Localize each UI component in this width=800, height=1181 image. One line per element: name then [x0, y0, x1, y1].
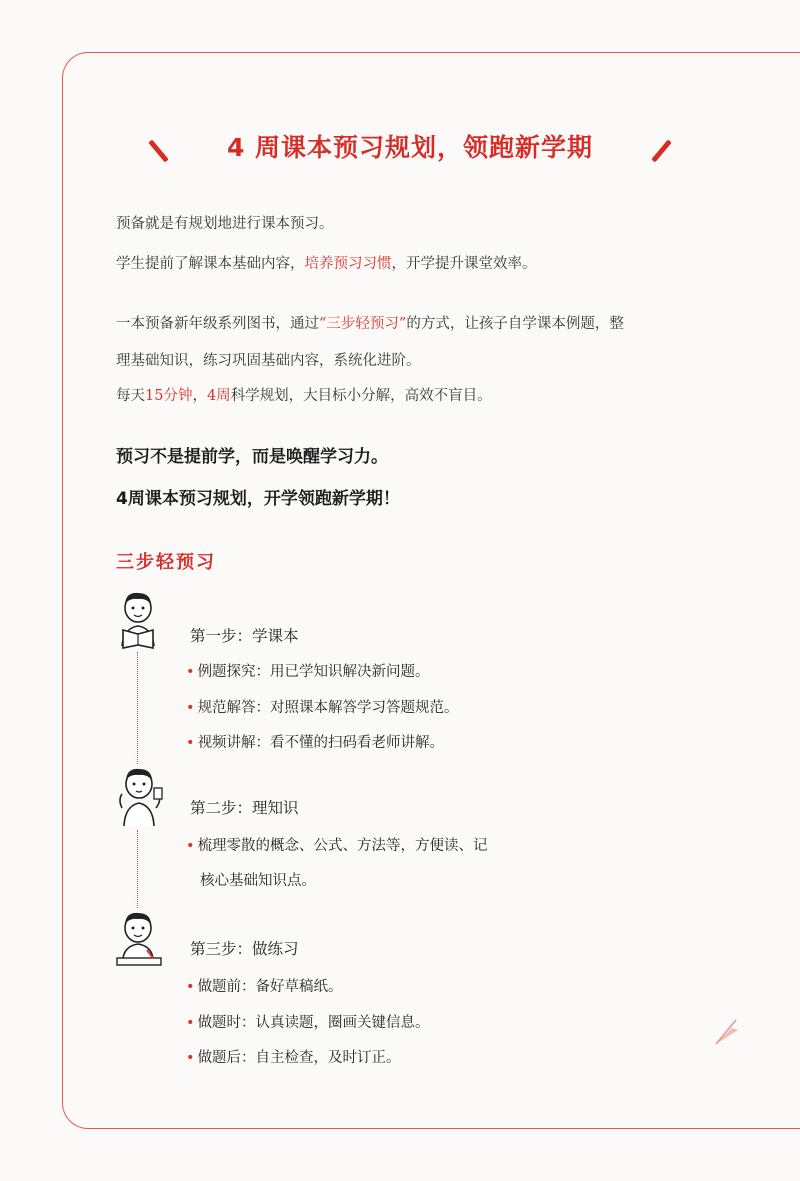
intro-line-4: 理基础知识，练习巩固基础内容，系统化进阶。 [116, 353, 421, 369]
intro-line-1: 预备就是有规划地进行课本预习。 [116, 216, 334, 232]
title-block [130, 126, 690, 170]
intro-line-2: 学生提前了解课本基础内容，培养预习习惯，开学提升课堂效率。 [116, 256, 537, 272]
step-2-bullet-continuation: 核心基础知识点。 [200, 873, 316, 889]
step-3-title: 第三步：做练习 [190, 940, 299, 958]
slogan-line-1: 预习不是提前学，而是唤醒学习力。 [116, 447, 388, 467]
step-1-title: 第一步：学课本 [190, 627, 299, 645]
step-3-bullet: • 做题前：备好草稿纸。 [186, 979, 343, 995]
step-2-bullet: • 梳理零散的概念、公式、方法等，方便读、记 [186, 838, 488, 854]
step-2-title: 第二步：理知识 [190, 799, 299, 817]
section-title: 三步轻预习 [116, 552, 216, 573]
step-1-bullet: • 规范解答：对照课本解答学习答题规范。 [186, 700, 459, 716]
decorative-arrow-icon [710, 1010, 750, 1050]
intro-line-3: 一本预备新年级系列图书，通过“三步轻预习”的方式，让孩子自学课本例题，整 [116, 316, 624, 332]
step-3-bullet: • 做题后：自主检查，及时订正。 [186, 1050, 401, 1066]
intro-line-5: 每天15分钟，4周科学规划，大目标小分解，高效不盲目。 [116, 388, 492, 404]
page-title: 4 周课本预习规划，领跑新学期 [226, 133, 594, 162]
student-thinking-icon [112, 764, 166, 828]
highlight-habit: 培养预习习惯 [304, 256, 392, 272]
highlight-three-steps: “三步轻预习” [319, 316, 407, 332]
step-3-bullet: • 做题时：认真读题，圈画关键信息。 [186, 1015, 430, 1031]
step-1-bullet: • 视频讲解：看不懂的扫码看老师讲解。 [186, 735, 445, 751]
student-writing-icon [113, 908, 165, 968]
step-connector [137, 830, 138, 908]
step-connector [137, 652, 138, 764]
step-1-bullet: • 例题探究：用已学知识解决新问题。 [186, 664, 430, 680]
student-reading-icon [114, 588, 162, 650]
slogan-line-2: 4周课本预习规划，开学领跑新学期！ [116, 489, 400, 509]
